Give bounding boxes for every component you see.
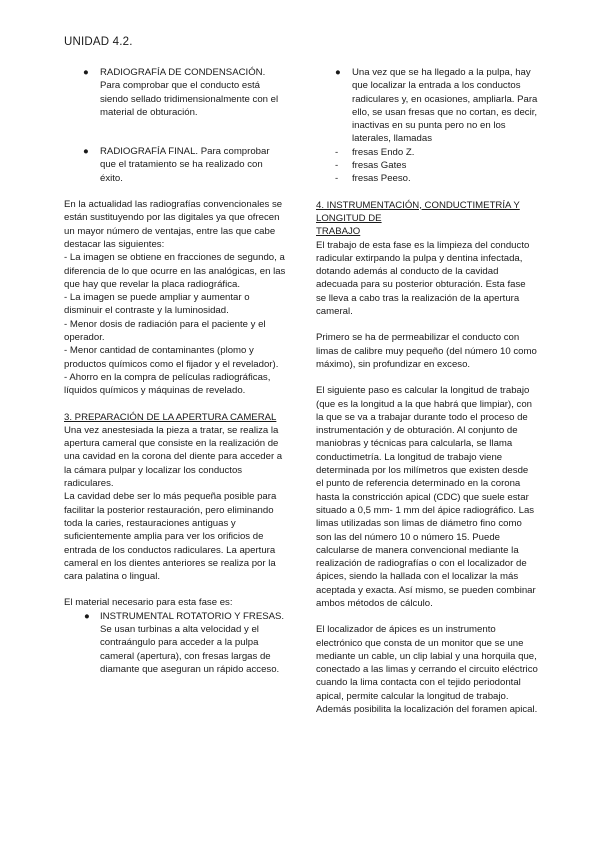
advantage-item: - Ahorro en la compra de películas radiográficas, líquidos químicos y máquinas de revelado. [64, 371, 271, 397]
dash-text: fresas Peeso. [352, 173, 411, 185]
bullet-text: RADIOGRAFÍA DE CONDENSACIÓN. Para comprobar que el conducto está siendo sellado tridimensionalmente con el material de obturación. [100, 67, 279, 118]
dash-text: fresas Endo Z. [352, 146, 415, 158]
dash-item [316, 172, 538, 185]
bullet-icon: ● [83, 146, 89, 158]
page-header: UNIDAD 4.2. [64, 36, 133, 48]
bullet-text: Una vez que se ha llegado a la pulpa, hay que localizar la entrada a los conductos radiculares y, en ocasiones, ampliarla. Para ello, se usan fresas que no cortan, es decir, inactivas en su punta pero no en los laterales, llamadas [352, 67, 538, 145]
bullet-text: INSTRUMENTAL ROTATORIO Y FRESAS. Se usan turbinas a alta velocidad y el contraángulo para acceder a la pulpa cameral (apertura), con fresas largas de diamante que aseguran un rápido acceso. [100, 610, 285, 675]
paragraph: El localizador de ápices es un instrumento electrónico que consta de un monitor que se une mediante un cable, un clip labial y una horquila que, conectado a las limas y cerrando el circuito eléctrico cuando la lima contacta con el tejido periodontal apical, permite calcular la longitud de trabajo. Además posibilita la localización del foramen apical. [316, 624, 538, 716]
paragraph: El siguiente paso es calcular la longitud de trabajo (que es la longitud a la que habrá que limpiar), con la que se va a trabajar durante todo el proceso de instrumentación y de obturación. Al conjunto de maniobras y técnicas para calcularla, se llama conductimetría. La longitud de trabajo viene determinada por los milímetros que existen desde el punto de referencia determinado en la corona hasta la constricción apical (CDC) que suele estar situado a 0,5 mm- 1 mm del ápice radiográfico. Las limas utilizadas son limas de diámetro fino como son las del número 10 o número 15. Puede calcularse de manera convencional mediante la realización de radiografías o con el localizador de ápices, siendo la hallada con el localizar la más aceptada y exacta. Así mismo, se pueden combinar ambos métodos de cálculo. [316, 385, 536, 609]
paragraph: El trabajo de esta fase es la limpieza del conducto radicular extirpando la pulpa y dentina infectada, dotando además al conducto de la cavidad adecuada para su posterior obturación. Esta fase se lleva a cabo tras la realización de la apertura cameral. [316, 239, 530, 318]
dash-item [316, 159, 538, 172]
dash-text: fresas Gates [352, 160, 407, 172]
dash-marker: - [335, 173, 339, 185]
list-item [64, 66, 286, 119]
bullet-icon: ● [335, 67, 341, 78]
dash-item [316, 146, 538, 159]
section-heading: 4. INSTRUMENTACIÓN, CONDUCTIMETRÍA Y LONGITUD DE [316, 199, 520, 224]
advantage-item: - La imagen se puede ampliar y aumentar o disminuir el contraste y la luminosidad. [64, 292, 250, 317]
dash-marker: - [335, 160, 339, 172]
paragraph: Una vez anestesiada la pieza a tratar, se realiza la apertura cameral que consiste en la realización de una cavidad en la corona del diente para acceder a la cámara pulpar y localizar los conductos radiculares. [64, 424, 283, 490]
list-item [316, 66, 538, 146]
advantage-item: - Menor dosis de radiación para el paciente y el operador. [64, 318, 266, 344]
list-item [64, 610, 286, 676]
list-item [64, 145, 286, 185]
bullet-text: RADIOGRAFÍA FINAL. Para comprobar que el tratamiento se ha realizado con éxito. [100, 146, 270, 184]
section-heading: 3. PREPARACIÓN DE LA APERTURA CAMERAL [64, 411, 277, 423]
advantage-item: - Menor cantidad de contaminantes (plomo y productos químicos como el fijador y el revelador). [64, 345, 279, 370]
advantage-item: - La imagen se obtiene en fracciones de segundo, a diferencia de lo que ocurre en las analógicas, en las que hay que revelar la placa radiográfica. [64, 252, 286, 290]
intro-paragraph: En la actualidad las radiografías convencionales se están sustituyendo por las digitales ya que ofrecen un mayor número de ventajas, entre las que cabe destacar las siguientes: [64, 199, 283, 250]
bullet-icon: ● [83, 67, 89, 78]
bullet-icon: ● [84, 610, 90, 622]
right-column [316, 66, 538, 716]
section-heading-cont: TRABAJO [316, 226, 361, 238]
paragraph: La cavidad debe ser lo más pequeña posible para facilitar la posterior restauración, pero eliminando toda la caries, restauraciones antiguas y suficientemente amplia para ver los orificios de entrada de los conductos radiculares. La apertura cameral en los dientes anteriores se realiza por la cara palatina o lingual. [64, 491, 277, 583]
left-column [64, 66, 286, 676]
dash-marker: - [335, 146, 339, 158]
paragraph: El material necesario para esta fase es: [64, 597, 233, 609]
paragraph: Primero se ha de permeabilizar el conducto con limas de calibre muy pequeño (del número 10 como máximo), sin profundizar en exceso. [316, 332, 537, 370]
